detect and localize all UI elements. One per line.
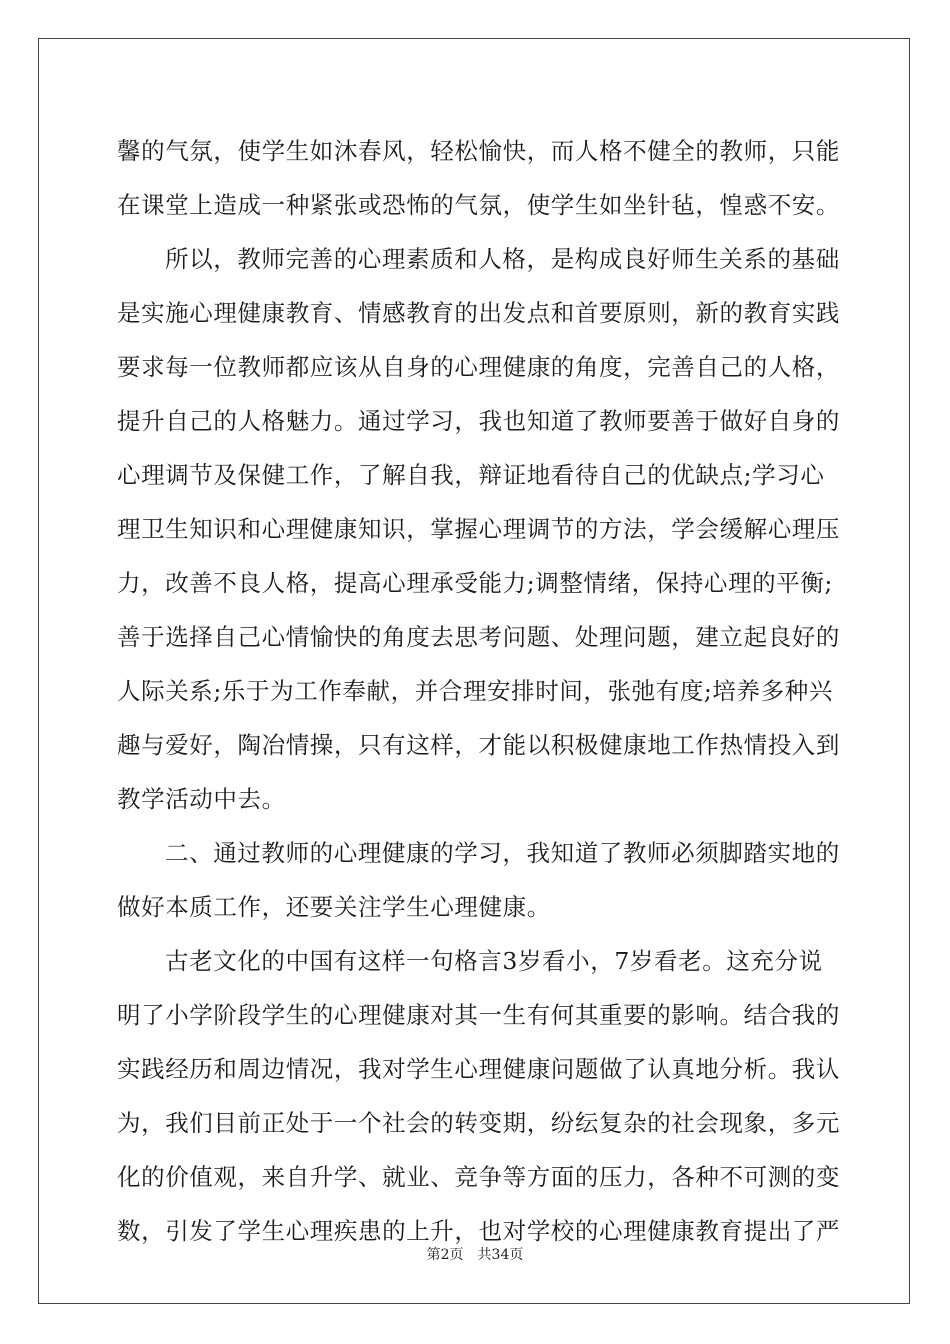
text-line-20: 化的价值观，来自升学、就业、竞争等方面的压力，各种不可测的变 [117,1163,840,1191]
text-line-13: 教学活动中去。 [117,785,286,813]
text-line-9: 力，改善不良人格，提高心理承受能力;调整情绪，保持心理的平衡; [117,569,833,597]
page-footer [0,1244,950,1264]
text-line-12: 趣与爱好，陶冶情操，只有这样，才能以积极健康地工作热情投入到 [117,731,840,759]
text-line-17: 明了小学阶段学生的心理健康对其一生有何其重要的影响。结合我的 [117,1001,840,1029]
text-line-7: 心理调节及保健工作，了解自我，辩证地看待自己的优缺点;学习心 [117,461,825,489]
document-body [117,124,840,1258]
text-line-4: 是实施心理健康教育、情感教育的出发点和首要原则，新的教育实践 [117,299,840,327]
page-total: 共34页 [477,1247,524,1263]
text-line-6: 提升自己的人格魅力。通过学习，我也知道了教师要善于做好自身的 [117,407,840,435]
text-line-14: 二、通过教师的心理健康的学习，我知道了教师必须脚踏实地的 [165,839,840,867]
text-line-3: 所以，教师完善的心理素质和人格，是构成良好师生关系的基础 [165,245,840,273]
text-line-16: 古老文化的中国有这样一句格言3岁看小，7岁看老。这充分说 [165,947,823,975]
text-line-1: 馨的气氛，使学生如沐春风，轻松愉快，而人格不健全的教师，只能 [117,137,840,165]
text-line-11: 人际关系;乐于为工作奉献，并合理安排时间，张弛有度;培养多种兴 [117,677,833,705]
text-line-21: 数，引发了学生心理疾患的上升，也对学校的心理健康教育提出了严 [117,1217,840,1245]
page-number: 第2页 [426,1247,464,1263]
text-line-19: 为，我们目前正处于一个社会的转变期，纷纭复杂的社会现象，多元 [117,1109,840,1137]
text-line-18: 实践经历和周边情况，我对学生心理健康问题做了认真地分析。我认 [117,1055,840,1083]
text-line-8: 理卫生知识和心理健康知识，掌握心理调节的方法，学会缓解心理压 [117,515,840,543]
text-line-5: 要求每一位教师都应该从自身的心理健康的角度，完善自己的人格， [117,353,840,381]
text-line-10: 善于选择自己心情愉快的角度去思考问题、处理问题，建立起良好的 [117,623,840,651]
text-line-2: 在课堂上造成一种紧张或恐怖的气氛，使学生如坐针毡，惶惑不安。 [117,191,840,219]
text-line-15: 做好本质工作，还要关注学生心理健康。 [117,893,551,921]
